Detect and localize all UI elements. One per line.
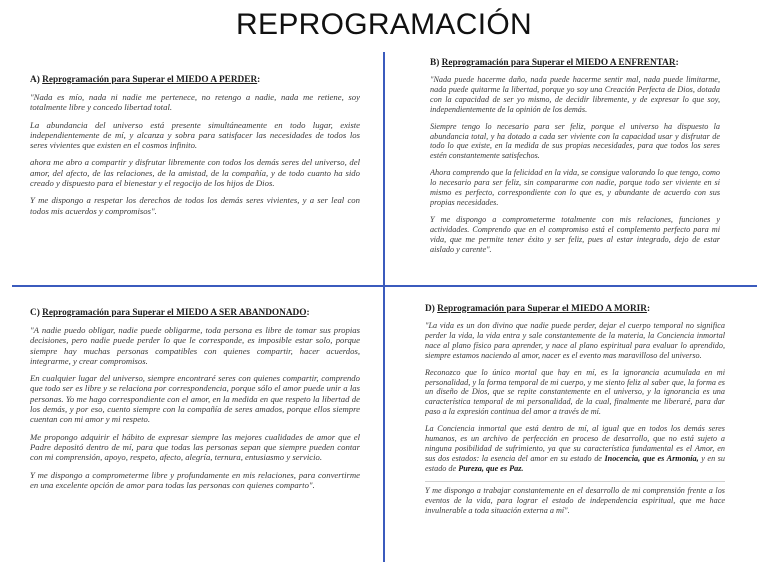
paragraph: Y me dispongo a respetar los derechos de todos los demás seres vivientes, y a ser leal con todos mis acuerdos y compromisos". (30, 195, 360, 216)
emphasis-text: Pureza, que es Paz. (458, 463, 524, 473)
emphasis-text: Inocencia, que es Armonía, (604, 453, 699, 463)
paragraph: Siempre tengo lo necesario para ser feliz, porque el universo ha dispuesto la abundancia total, y ha dotado a cada ser viviente con la capacidad usar y disfrutar de todo lo que existe, en la medida de sus propias necesidades, para que todos los seres estén constantemente satisfechos. (430, 121, 720, 161)
panel-heading: B) Reprogramación para Superar el MIEDO A ENFRENTAR: (430, 58, 679, 68)
panel-miedo-a-enfrentar (430, 58, 720, 280)
paragraph: ahora me abro a compartir y disfrutar libremente con todos los demás seres del universo, del amor, del afecto, de las relaciones, de la amistad, de la compañía, y de todo cuanto ha sido creado y dispuesto para el bienestar y el regocijo de los hijos de Dios. (30, 157, 360, 189)
horizontal-divider (12, 285, 757, 287)
paragraph: "Nada puede hacerme daño, nada puede hacerme sentir mal, nada puede limitarme, nada puede quitarme la libertad, porque yo soy una Creación Perfecta de Dios, dotada con la capacidad de ser yo mismo, de decidir libremente, y de expresar lo que soy, independientemente de la opinión de los demás. (430, 75, 720, 114)
panel-miedo-a-ser-abandonado (30, 308, 360, 558)
paragraph: "A nadie puedo obligar, nadie puede obligarme, toda persona es libre de tomar sus propias decisiones, pero nadie puede perder lo que le corresponde, es imposible estar solo, porque siempre hay muchas personas compatibles con quienes compartir, hacer acuerdos, integrarme, y crear compromisos. (30, 325, 360, 366)
paragraph: Ahora comprendo que la felicidad en la vida, se consigue valorando lo que tengo, como lo necesario para ser feliz, sin compararme con nadie, porque todo ser viviente en sí mismo es perfecto, correspondiente con lo que es, y abundante de acuerdo con sus propias necesidades. (430, 168, 720, 207)
paragraph: La abundancia del universo está presente simultáneamente en todo lugar, existe independientemente de mí, y alcanza y sobra para satisfacer las necesidades de todos los seres vivientes que existen en el cosmos infinito. (30, 119, 360, 151)
vertical-divider (383, 52, 385, 562)
paragraph: Y me dispongo a comprometerme libre y profundamente en mis relaciones, para convertirme en una excelente opción de amor para todas las personas con quienes comparto". (30, 469, 360, 490)
paragraph: La Conciencia inmortal que está dentro de mí, al igual que en todos los demás seres humanos, es un archivo de perfección en proceso de desarrollo, que no está sujeto a ninguna posibilidad de sufrimiento, ya que su característica fundamental es el Amor, en sus dos estados: la esencia del amor en su estado de Inocencia, que es Armonía, y en su estado de Pureza, que es Paz. (425, 424, 725, 473)
paragraph: En cualquier lugar del universo, siempre encontraré seres con quienes compartir, comprendo que todo ser es libre y se relaciona por correspondencia, porque sólo el amor puede unir a las personas. Yo me hago correspondiente con el amor, en la medida en que respeto la libertad de los demás, y por eso, cuento siempre con la compañía de seres amados, porque ellos siempre cuentan con mi amor y mi respeto. (30, 373, 360, 425)
paragraph: Y me dispongo a comprometerme totalmente con mis relaciones, funciones y actividades. Comprendo que en el compromiso está el complemento perfecto para mi vida, que me permite tener éxito y ser feliz, pues al estar integrado, dejo de estar aislado y carente". (430, 214, 720, 254)
paragraph: Y me dispongo a trabajar constantemente en el desarrollo de mi comprensión frente a los eventos de la vida, para lograr el estado de independencia espiritual, que me hace invulnerable a toda situación externa a mí". (425, 481, 725, 516)
panel-miedo-a-perder (30, 75, 360, 280)
paragraph: "La vida es un don divino que nadie puede perder, dejar el cuerpo temporal no significa perder la vida, la vida entra y sale constantemente de la materia, la Conciencia inmortal nace al plano físico para aprender, y nace al plano espiritual para evaluar lo aprendido, siempre estamos naciendo al amor, nacer es el evento mas maravilloso del universo. (425, 321, 725, 360)
paragraph: Reconozco que lo único mortal que hay en mí, es la ignorancia acumulada en mi personalidad, y la forma temporal de mi cuerpo, y me siento feliz al saber que, la forma es un diseño de Dios, que se repite constantemente en el universo, y la ignorancia es una característica temporal de mi personalidad, de la cual, finalmente me liberaré, para dar paso a la expresión continua del amor a través de mí. (425, 367, 725, 417)
panel-heading: D) Reprogramación para Superar el MIEDO A MORIR: (425, 304, 651, 314)
panel-heading: C) Reprogramación para Superar el MIEDO A SER ABANDONADO: (30, 308, 310, 318)
paragraph: Me propongo adquirir el hábito de expresar siempre las mejores cualidades de amor que el Padre depositó dentro de mí, para que todas las personas sepan que siempre pueden contar con mi comprensión, apoyo, respeto, afecto, alegría, ternura, entusiasmo y servicio. (30, 431, 360, 463)
panel-heading: A) Reprogramación para Superar el MIEDO A PERDER: (30, 75, 261, 85)
paragraph: "Nada es mío, nada ni nadie me pertenece, no retengo a nadie, nada me retiene, soy totalmente libre y concedo libertad total. (30, 92, 360, 113)
panel-miedo-a-morir (425, 304, 725, 566)
page-title: REPROGRAMACIÓN (236, 8, 532, 41)
